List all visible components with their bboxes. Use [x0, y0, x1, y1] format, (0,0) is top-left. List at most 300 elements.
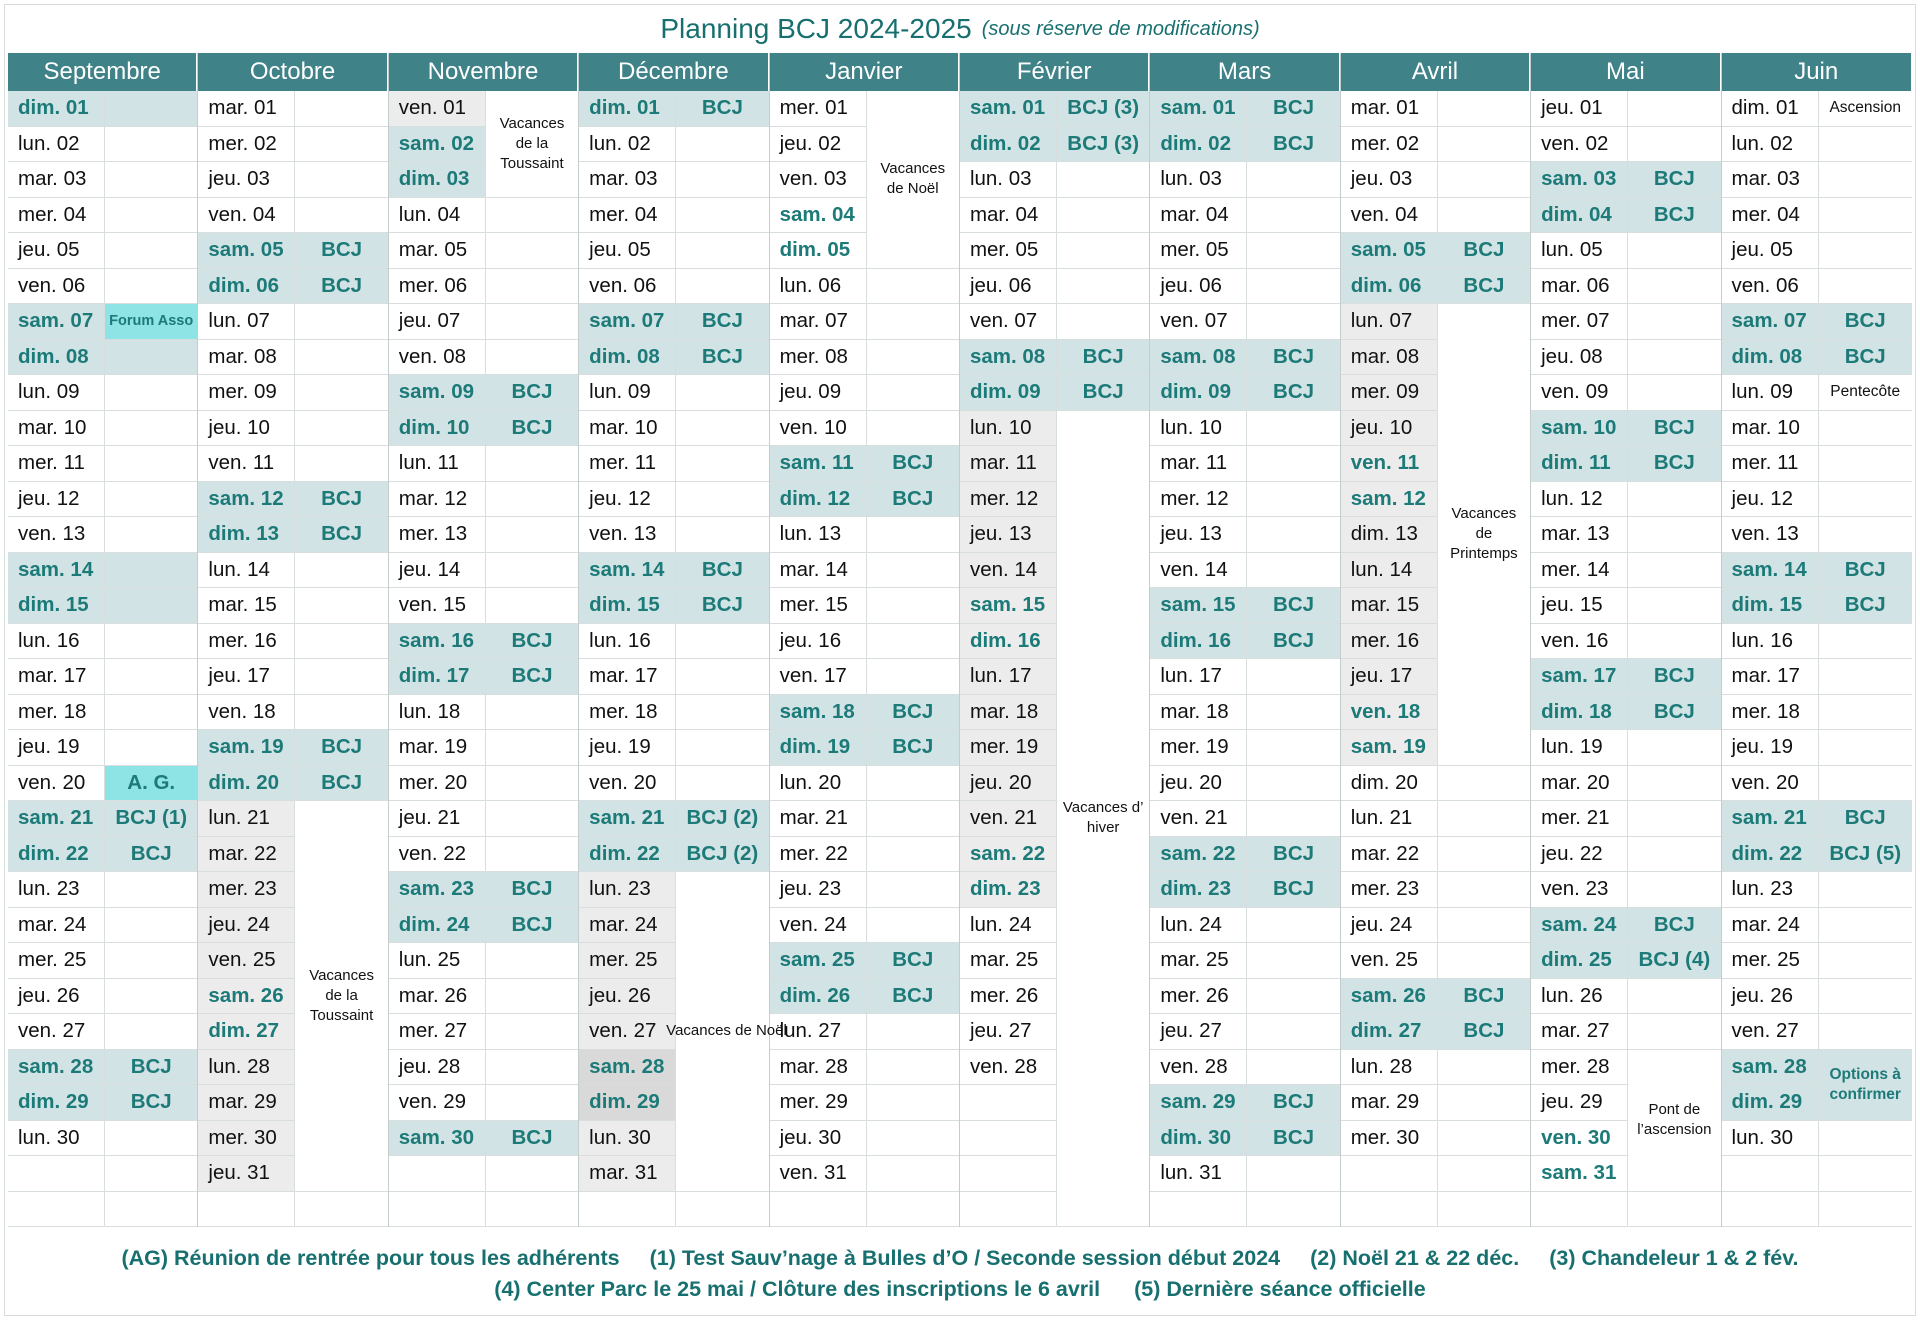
day-cell: sam. 02 — [389, 127, 486, 163]
day-cell: mer. 14 — [1531, 553, 1628, 589]
day-cell: lun. 30 — [8, 1121, 105, 1157]
day-cell: mar. 22 — [1341, 837, 1438, 873]
day-cell: dim. 05 — [770, 233, 867, 269]
note-cell — [1057, 162, 1149, 198]
note-cell — [105, 943, 197, 979]
month-days — [8, 91, 197, 1227]
planning-sheet — [4, 4, 1916, 1316]
note-cell — [1819, 1014, 1912, 1050]
day-cell: dim. 10 — [389, 411, 486, 447]
day-cell — [960, 1085, 1057, 1121]
day-cell: sam. 16 — [389, 624, 486, 660]
day-cell: dim. 08 — [1722, 340, 1819, 376]
day-cell: ven. 13 — [8, 517, 105, 553]
note-cell: BCJ — [1247, 1121, 1339, 1157]
day-cell: mer. 06 — [389, 269, 486, 305]
note-cell — [1438, 1192, 1530, 1228]
day-cell: dim. 24 — [389, 908, 486, 944]
day-cell: lun. 20 — [770, 766, 867, 802]
day-cell: jeu. 23 — [770, 872, 867, 908]
month-column — [1722, 53, 1912, 1227]
note-cell — [867, 659, 959, 695]
day-cell: jeu. 05 — [579, 233, 676, 269]
note-cell — [295, 375, 387, 411]
note-cell — [295, 695, 387, 731]
day-cell: ven. 10 — [770, 411, 867, 447]
month-column — [1341, 53, 1531, 1227]
note-cell — [295, 91, 387, 127]
note-cell: BCJ — [1247, 1085, 1339, 1121]
note-cell — [1247, 446, 1339, 482]
day-cell: lun. 25 — [389, 943, 486, 979]
note-cell: BCJ — [1819, 304, 1912, 340]
note-cell — [1438, 91, 1530, 127]
note-cell — [105, 198, 197, 234]
note-cell — [1438, 837, 1530, 873]
note-cell — [1819, 1192, 1912, 1228]
note-cell — [295, 162, 387, 198]
day-cell: dim. 29 — [579, 1085, 676, 1121]
day-cell: dim. 06 — [1341, 269, 1438, 305]
note-cell — [1628, 233, 1720, 269]
holiday-label: Pont de l’ascension — [1628, 1050, 1720, 1192]
note-cell — [1057, 304, 1149, 340]
day-cell: dim. 29 — [1722, 1085, 1819, 1121]
day-cell: mer. 25 — [8, 943, 105, 979]
day-cell: mer. 16 — [198, 624, 295, 660]
note-cell — [867, 304, 959, 340]
day-cell: dim. 06 — [198, 269, 295, 305]
note-cell: BCJ — [1819, 553, 1912, 589]
day-cell: dim. 02 — [960, 127, 1057, 163]
note-cell — [105, 908, 197, 944]
note-cell — [1438, 908, 1530, 944]
day-cell: lun. 30 — [579, 1121, 676, 1157]
holiday-label: Vacances de Noël — [867, 91, 959, 269]
day-cell: lun. 04 — [389, 198, 486, 234]
day-cell: mer. 26 — [960, 979, 1057, 1015]
note-cell — [676, 198, 768, 234]
day-cell: lun. 17 — [960, 659, 1057, 695]
note-cell: BCJ (1) — [105, 801, 197, 837]
day-cell: sam. 18 — [770, 695, 867, 731]
day-cell: sam. 08 — [960, 340, 1057, 376]
day-cell: mer. 02 — [198, 127, 295, 163]
note-cell — [676, 233, 768, 269]
month-column — [579, 53, 787, 1227]
day-cell — [1150, 1192, 1247, 1228]
note-cell — [105, 269, 197, 305]
note-cell — [486, 1192, 578, 1228]
day-cell: mar. 24 — [8, 908, 105, 944]
day-cell: jeu. 12 — [579, 482, 676, 518]
day-cell: dim. 15 — [579, 588, 676, 624]
day-cell: sam. 21 — [1722, 801, 1819, 837]
day-cell: ven. 01 — [389, 91, 486, 127]
day-cell: lun. 02 — [1722, 127, 1819, 163]
note-cell — [676, 446, 768, 482]
day-cell: jeu. 14 — [389, 553, 486, 589]
day-cell: mar. 22 — [198, 837, 295, 873]
note-cell: BCJ — [105, 837, 197, 873]
day-cell: lun. 28 — [198, 1050, 295, 1086]
day-cell: lun. 09 — [1722, 375, 1819, 411]
day-cell: lun. 09 — [579, 375, 676, 411]
day-cell: lun. 06 — [770, 269, 867, 305]
day-cell: sam. 23 — [389, 872, 486, 908]
day-cell: mer. 04 — [8, 198, 105, 234]
day-cell: jeu. 26 — [8, 979, 105, 1015]
note-cell — [1247, 482, 1339, 518]
day-cell: jeu. 10 — [1341, 411, 1438, 447]
month-header: Décembre — [579, 53, 768, 91]
day-cell: jeu. 20 — [1150, 766, 1247, 802]
note-cell — [295, 553, 387, 589]
day-cell: jeu. 07 — [389, 304, 486, 340]
day-cell: ven. 22 — [389, 837, 486, 873]
day-cell: jeu. 03 — [198, 162, 295, 198]
day-cell: dim. 19 — [770, 730, 867, 766]
day-cell: lun. 10 — [1150, 411, 1247, 447]
note-cell: BCJ (2) — [676, 837, 768, 873]
note-cell: BCJ — [1628, 695, 1720, 731]
holiday-label-text: Vacances de Noël — [666, 1022, 787, 1040]
day-cell: ven. 11 — [198, 446, 295, 482]
day-cell: sam. 15 — [1150, 588, 1247, 624]
day-cell: dim. 29 — [8, 1085, 105, 1121]
title-main: Planning BCJ 2024-2025 — [660, 13, 972, 44]
day-cell: mar. 03 — [1722, 162, 1819, 198]
note-cell — [1819, 624, 1912, 660]
day-cell: mar. 04 — [960, 198, 1057, 234]
day-cell: mar. 27 — [1531, 1014, 1628, 1050]
day-cell: ven. 16 — [1531, 624, 1628, 660]
note-cell — [1819, 943, 1912, 979]
day-cell — [1341, 1192, 1438, 1228]
note-cell — [1438, 1156, 1530, 1192]
note-cell: BCJ — [295, 517, 387, 553]
day-cell: jeu. 19 — [579, 730, 676, 766]
day-cell: ven. 02 — [1531, 127, 1628, 163]
day-cell: jeu. 26 — [579, 979, 676, 1015]
footnote-4: (4) Center Parc le 25 mai / Clôture des inscriptions le 6 avril — [494, 1277, 1101, 1301]
day-cell: mer. 20 — [389, 766, 486, 802]
day-cell: ven. 24 — [770, 908, 867, 944]
note-cell — [867, 1085, 959, 1121]
note-cell — [105, 446, 197, 482]
month-days — [389, 91, 578, 1227]
day-cell: ven. 07 — [1150, 304, 1247, 340]
day-cell: jeu. 02 — [770, 127, 867, 163]
note-cell — [486, 304, 578, 340]
note-cell — [1438, 162, 1530, 198]
day-cell: mer. 21 — [1531, 801, 1628, 837]
note-cell: BCJ — [867, 730, 959, 766]
day-cell — [8, 1192, 105, 1228]
day-cell: mer. 01 — [770, 91, 867, 127]
day-cell: ven. 14 — [960, 553, 1057, 589]
day-cell: lun. 02 — [579, 127, 676, 163]
note-cell: BCJ — [676, 91, 768, 127]
note-cell — [676, 375, 768, 411]
day-cell: mer. 19 — [960, 730, 1057, 766]
note-cell — [486, 269, 578, 305]
note-cell — [486, 588, 578, 624]
note-cell — [1438, 198, 1530, 234]
day-cell: mar. 17 — [1722, 659, 1819, 695]
day-cell: mar. 01 — [198, 91, 295, 127]
note-cell — [1819, 695, 1912, 731]
note-cell — [486, 837, 578, 873]
note-cell — [486, 233, 578, 269]
note-cell — [105, 1121, 197, 1157]
footnote-1: (1) Test Sauv’nage à Bulles d’O / Seconde session début 2024 — [649, 1246, 1281, 1270]
day-cell: mer. 28 — [1531, 1050, 1628, 1086]
note-cell — [1628, 375, 1720, 411]
note-cell — [105, 233, 197, 269]
note-cell — [1628, 127, 1720, 163]
day-cell: mer. 04 — [579, 198, 676, 234]
day-cell: ven. 09 — [1531, 375, 1628, 411]
note-cell — [486, 340, 578, 376]
note-cell: BCJ — [1628, 411, 1720, 447]
note-cell — [867, 624, 959, 660]
day-cell: sam. 09 — [389, 375, 486, 411]
note-cell — [1819, 411, 1912, 447]
note-cell — [295, 411, 387, 447]
note-cell — [676, 269, 768, 305]
day-cell: sam. 12 — [198, 482, 295, 518]
day-cell: jeu. 20 — [960, 766, 1057, 802]
day-cell: mer. 08 — [770, 340, 867, 376]
note-cell — [1819, 1121, 1912, 1157]
note-cell — [295, 127, 387, 163]
day-cell: mar. 12 — [389, 482, 486, 518]
footnote-ag: (AG) Réunion de rentrée pour tous les adhérents — [121, 1246, 620, 1270]
day-cell: mar. 21 — [770, 801, 867, 837]
day-cell: dim. 22 — [579, 837, 676, 873]
note-cell — [105, 411, 197, 447]
day-cell: sam. 11 — [770, 446, 867, 482]
page-title — [5, 5, 1915, 53]
note-cell — [1247, 801, 1339, 837]
day-cell: dim. 20 — [1341, 766, 1438, 802]
day-cell: sam. 21 — [579, 801, 676, 837]
day-cell: jeu. 17 — [198, 659, 295, 695]
month-days — [960, 91, 1149, 1227]
note-cell: BCJ — [1819, 340, 1912, 376]
day-cell: sam. 19 — [198, 730, 295, 766]
day-cell: jeu. 12 — [1722, 482, 1819, 518]
day-cell: sam. 10 — [1531, 411, 1628, 447]
note-cell: BCJ — [867, 695, 959, 731]
day-cell: mar. 17 — [8, 659, 105, 695]
note-cell: BCJ — [1628, 198, 1720, 234]
day-cell: mar. 10 — [579, 411, 676, 447]
day-cell: jeu. 24 — [1341, 908, 1438, 944]
holiday-label: Vacances de la Toussaint — [295, 801, 387, 1192]
note-cell — [105, 517, 197, 553]
day-cell: ven. 25 — [198, 943, 295, 979]
note-cell: BCJ — [295, 730, 387, 766]
day-cell: lun. 07 — [1341, 304, 1438, 340]
note-cell: BCJ — [295, 482, 387, 518]
note-cell — [295, 446, 387, 482]
day-cell: ven. 04 — [198, 198, 295, 234]
day-cell: jeu. 17 — [1341, 659, 1438, 695]
day-cell: dim. 30 — [1150, 1121, 1247, 1157]
note-cell — [867, 517, 959, 553]
day-cell: sam. 08 — [1150, 340, 1247, 376]
day-cell: lun. 31 — [1150, 1156, 1247, 1192]
day-cell: mar. 10 — [8, 411, 105, 447]
day-cell — [198, 1192, 295, 1228]
day-cell: dim. 02 — [1150, 127, 1247, 163]
day-cell: sam. 26 — [198, 979, 295, 1015]
day-cell: lun. 26 — [1531, 979, 1628, 1015]
note-cell: BCJ — [486, 411, 578, 447]
day-cell: sam. 24 — [1531, 908, 1628, 944]
day-cell: lun. 23 — [1722, 872, 1819, 908]
day-cell: lun. 14 — [198, 553, 295, 589]
note-cell — [105, 872, 197, 908]
note-cell — [1247, 943, 1339, 979]
note-cell: BCJ — [105, 1050, 197, 1086]
day-cell: ven. 20 — [8, 766, 105, 802]
day-cell — [1531, 1192, 1628, 1228]
day-cell: mar. 05 — [389, 233, 486, 269]
day-cell: mar. 14 — [770, 553, 867, 589]
note-cell: BCJ — [1247, 837, 1339, 873]
day-cell: ven. 25 — [1341, 943, 1438, 979]
note-cell — [105, 340, 197, 376]
month-days — [198, 91, 387, 1227]
day-cell: sam. 19 — [1341, 730, 1438, 766]
day-cell: dim. 13 — [1341, 517, 1438, 553]
day-cell: lun. 05 — [1531, 233, 1628, 269]
day-cell: lun. 24 — [960, 908, 1057, 944]
holiday-label — [666, 872, 787, 1192]
note-cell — [486, 801, 578, 837]
note-cell — [105, 482, 197, 518]
note-cell — [1819, 162, 1912, 198]
month-header: Février — [960, 53, 1149, 91]
day-cell: ven. 06 — [579, 269, 676, 305]
day-cell — [1722, 1192, 1819, 1228]
month-header: Mai — [1531, 53, 1720, 91]
note-cell — [676, 127, 768, 163]
note-cell — [1819, 446, 1912, 482]
day-cell: mer. 07 — [1531, 304, 1628, 340]
holiday-label: Vacances de Printemps — [1438, 304, 1530, 766]
note-cell — [676, 411, 768, 447]
note-cell: BCJ — [295, 269, 387, 305]
day-cell: jeu. 03 — [1341, 162, 1438, 198]
note-cell — [867, 1050, 959, 1086]
day-cell: mar. 18 — [1150, 695, 1247, 731]
day-cell: mar. 17 — [579, 659, 676, 695]
day-cell: dim. 09 — [1150, 375, 1247, 411]
note-cell: BCJ — [1247, 375, 1339, 411]
day-cell: ven. 28 — [1150, 1050, 1247, 1086]
day-cell: lun. 28 — [1341, 1050, 1438, 1086]
day-cell: jeu. 29 — [1531, 1085, 1628, 1121]
note-cell — [1247, 730, 1339, 766]
note-cell — [486, 482, 578, 518]
day-cell: dim. 01 — [579, 91, 676, 127]
day-cell: mar. 04 — [1150, 198, 1247, 234]
note-cell: BCJ — [1628, 162, 1720, 198]
day-cell: mer. 02 — [1341, 127, 1438, 163]
note-cell — [1628, 482, 1720, 518]
day-cell: jeu. 24 — [198, 908, 295, 944]
note-cell — [867, 766, 959, 802]
note-cell — [295, 659, 387, 695]
day-cell: dim. 25 — [1531, 943, 1628, 979]
day-cell: mar. 11 — [1150, 446, 1247, 482]
note-cell — [1247, 233, 1339, 269]
note-cell — [1628, 1014, 1720, 1050]
day-cell: dim. 17 — [389, 659, 486, 695]
note-cell: BCJ — [1247, 872, 1339, 908]
day-cell: mer. 18 — [8, 695, 105, 731]
month-days — [579, 91, 787, 1227]
note-cell — [1247, 553, 1339, 589]
note-cell — [1438, 127, 1530, 163]
note-cell: BCJ — [1247, 588, 1339, 624]
day-cell: sam. 28 — [579, 1050, 676, 1086]
day-cell: mar. 01 — [1341, 91, 1438, 127]
day-cell: mar. 25 — [960, 943, 1057, 979]
day-cell: ven. 21 — [1150, 801, 1247, 837]
note-cell — [676, 482, 768, 518]
day-cell: jeu. 09 — [770, 375, 867, 411]
note-cell — [105, 730, 197, 766]
day-cell: lun. 03 — [1150, 162, 1247, 198]
day-cell: mar. 20 — [1531, 766, 1628, 802]
day-cell: mar. 07 — [770, 304, 867, 340]
day-cell: dim. 26 — [770, 979, 867, 1015]
day-cell: sam. 28 — [8, 1050, 105, 1086]
note-cell: BCJ (2) — [676, 801, 768, 837]
day-cell: dim. 27 — [1341, 1014, 1438, 1050]
note-cell — [486, 517, 578, 553]
month-days — [770, 91, 959, 1227]
day-cell: mar. 15 — [1341, 588, 1438, 624]
day-cell: mar. 08 — [1341, 340, 1438, 376]
month-column — [198, 53, 388, 1227]
day-cell: jeu. 13 — [1150, 517, 1247, 553]
month-column — [389, 53, 579, 1227]
note-cell — [676, 1192, 768, 1228]
month-header: Novembre — [389, 53, 578, 91]
day-cell: mar. 10 — [1722, 411, 1819, 447]
note-cell — [1819, 233, 1912, 269]
note-cell — [676, 162, 768, 198]
day-cell: mer. 12 — [960, 482, 1057, 518]
day-cell: jeu. 05 — [1722, 233, 1819, 269]
day-cell: mer. 09 — [1341, 375, 1438, 411]
note-cell — [295, 624, 387, 660]
day-cell: dim. 03 — [389, 162, 486, 198]
day-cell: dim. 04 — [1531, 198, 1628, 234]
day-cell: mar. 24 — [1722, 908, 1819, 944]
day-cell: jeu. 26 — [1722, 979, 1819, 1015]
note-cell: BCJ — [486, 659, 578, 695]
note-cell — [105, 1014, 197, 1050]
day-cell: jeu. 10 — [198, 411, 295, 447]
day-cell: lun. 12 — [1531, 482, 1628, 518]
